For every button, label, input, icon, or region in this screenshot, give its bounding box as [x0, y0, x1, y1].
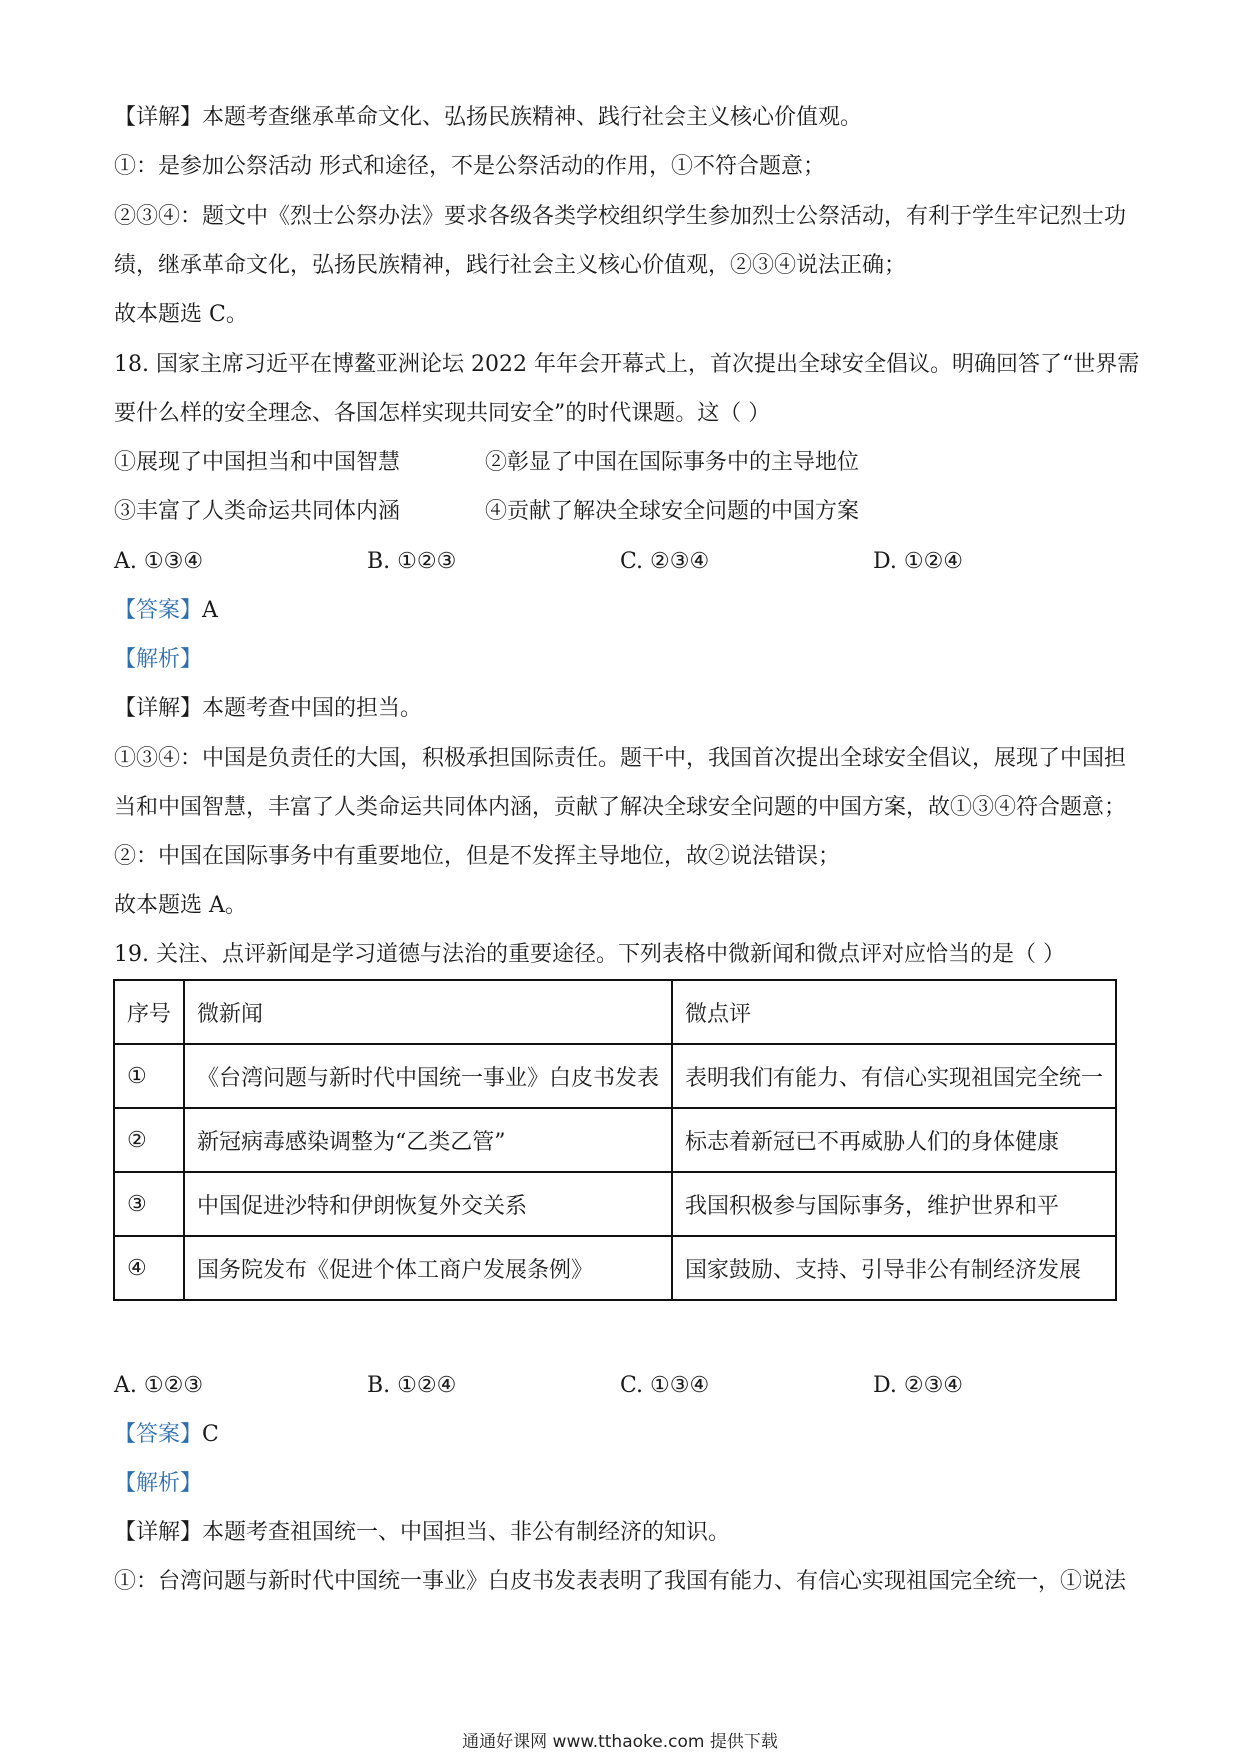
table-cell: 我国积极参与国际事务，维护世界和平 [672, 1172, 1116, 1236]
q18-item-2: ②彰显了中国在国际事务中的主导地位 [485, 450, 860, 475]
table-cell: 表明我们有能力、有信心实现祖国完全统一 [672, 1044, 1116, 1108]
table-cell: ④ [114, 1236, 184, 1300]
q18-conclusion: 故本题选 A。 [114, 893, 247, 918]
news-table [113, 979, 1117, 1301]
q17-paragraph-1: ①：是参加公祭活动 形式和途径，不是公祭活动的作用，①不符合题意； [114, 154, 825, 179]
table-header-cell: 微点评 [672, 980, 1116, 1044]
q18-detail: 【详解】本题考查中国的担当。 [114, 696, 423, 721]
q19-option-b: B. ①②④ [367, 1373, 457, 1398]
q19-option-c: C. ①③④ [620, 1373, 710, 1398]
table-header-cell: 微新闻 [184, 980, 672, 1044]
table-cell: ③ [114, 1172, 184, 1236]
q18-analysis-label: 【解析】 [114, 647, 203, 672]
q19-answer [114, 1421, 219, 1449]
q18-option-a: A. ①③④ [114, 549, 204, 574]
q17-paragraph-2a: ②③④：题文中《烈士公祭办法》要求各级各类学校组织学生参加烈士公祭活动，有利于学生牢记烈士功 [114, 204, 1127, 229]
q18-answer-value: A [202, 598, 218, 623]
q18-option-d: D. ①②④ [873, 549, 964, 574]
table-cell: 中国促进沙特和伊朗恢复外交关系 [184, 1172, 672, 1236]
q18-option-c: C. ②③④ [620, 549, 710, 574]
q18-paragraph-1a: ①③④：中国是负责任的大国，积极承担国际责任。题干中，我国首次提出全球安全倡议，展现了中国担 [114, 746, 1127, 771]
q19-paragraph-1: ①：台湾问题与新时代中国统一事业》白皮书发表表明了我国有能力、有信心实现祖国完全统一，①说法 [114, 1569, 1127, 1594]
table-header-cell: 序号 [114, 980, 184, 1044]
page-footer: 通通好课网 www.tthaoke.com 提供下载 [462, 1732, 778, 1752]
table-cell: ② [114, 1108, 184, 1172]
q17-conclusion: 故本题选 C。 [114, 302, 248, 327]
q18-stem-a: 18. 国家主席习近平在博鳌亚洲论坛 2022 年年会开幕式上，首次提出全球安全倡议。明确回答了“世界需 [114, 352, 1140, 377]
q18-item-3: ③丰富了人类命运共同体内涵 [114, 499, 401, 524]
table-row [114, 1236, 1116, 1300]
q18-stem-b: 要什么样的安全理念、各国怎样实现共同安全”的时代课题。这（ ） [114, 401, 771, 426]
table-row [114, 1172, 1116, 1236]
q18-option-b: B. ①②③ [367, 549, 457, 574]
q19-answer-label: 【答案】 [114, 1422, 203, 1447]
table-cell: 新冠病毒感染调整为“乙类乙管” [184, 1108, 672, 1172]
q18-item-1: ①展现了中国担当和中国智慧 [114, 450, 401, 475]
q19-option-d: D. ②③④ [873, 1373, 964, 1398]
table-cell: 国务院发布《促进个体工商户发展条例》 [184, 1236, 672, 1300]
table-row [114, 1044, 1116, 1108]
table-cell: 标志着新冠已不再威胁人们的身体健康 [672, 1108, 1116, 1172]
q19-answer-value: C [202, 1422, 219, 1447]
q17-paragraph-2b: 绩，继承革命文化，弘扬民族精神，践行社会主义核心价值观，②③④说法正确； [114, 253, 907, 278]
table-row [114, 1108, 1116, 1172]
table-header-row [114, 980, 1116, 1044]
table-cell: 《台湾问题与新时代中国统一事业》白皮书发表 [184, 1044, 672, 1108]
q18-answer [114, 597, 218, 625]
q19-option-a: A. ①②③ [114, 1373, 204, 1398]
table-cell: 国家鼓励、支持、引导非公有制经济发展 [672, 1236, 1116, 1300]
q19-detail: 【详解】本题考查祖国统一、中国担当、非公有制经济的知识。 [114, 1520, 731, 1545]
q18-answer-label: 【答案】 [114, 598, 203, 623]
q18-item-4: ④贡献了解决全球安全问题的中国方案 [485, 499, 860, 524]
q18-paragraph-1b: 当和中国智慧，丰富了人类命运共同体内涵，贡献了解决全球安全问题的中国方案，故①③④符合题意； [114, 795, 1127, 820]
table-cell: ① [114, 1044, 184, 1108]
q18-paragraph-2: ②：中国在国际事务中有重要地位，但是不发挥主导地位，故②说法错误； [114, 844, 841, 869]
q19-analysis-label: 【解析】 [114, 1471, 203, 1496]
q17-detail: 【详解】本题考查继承革命文化、弘扬民族精神、践行社会主义核心价值观。 [114, 105, 863, 130]
q19-stem: 19. 关注、点评新闻是学习道德与法治的重要途径。下列表格中微新闻和微点评对应恰当的是（ ） [114, 942, 1065, 967]
